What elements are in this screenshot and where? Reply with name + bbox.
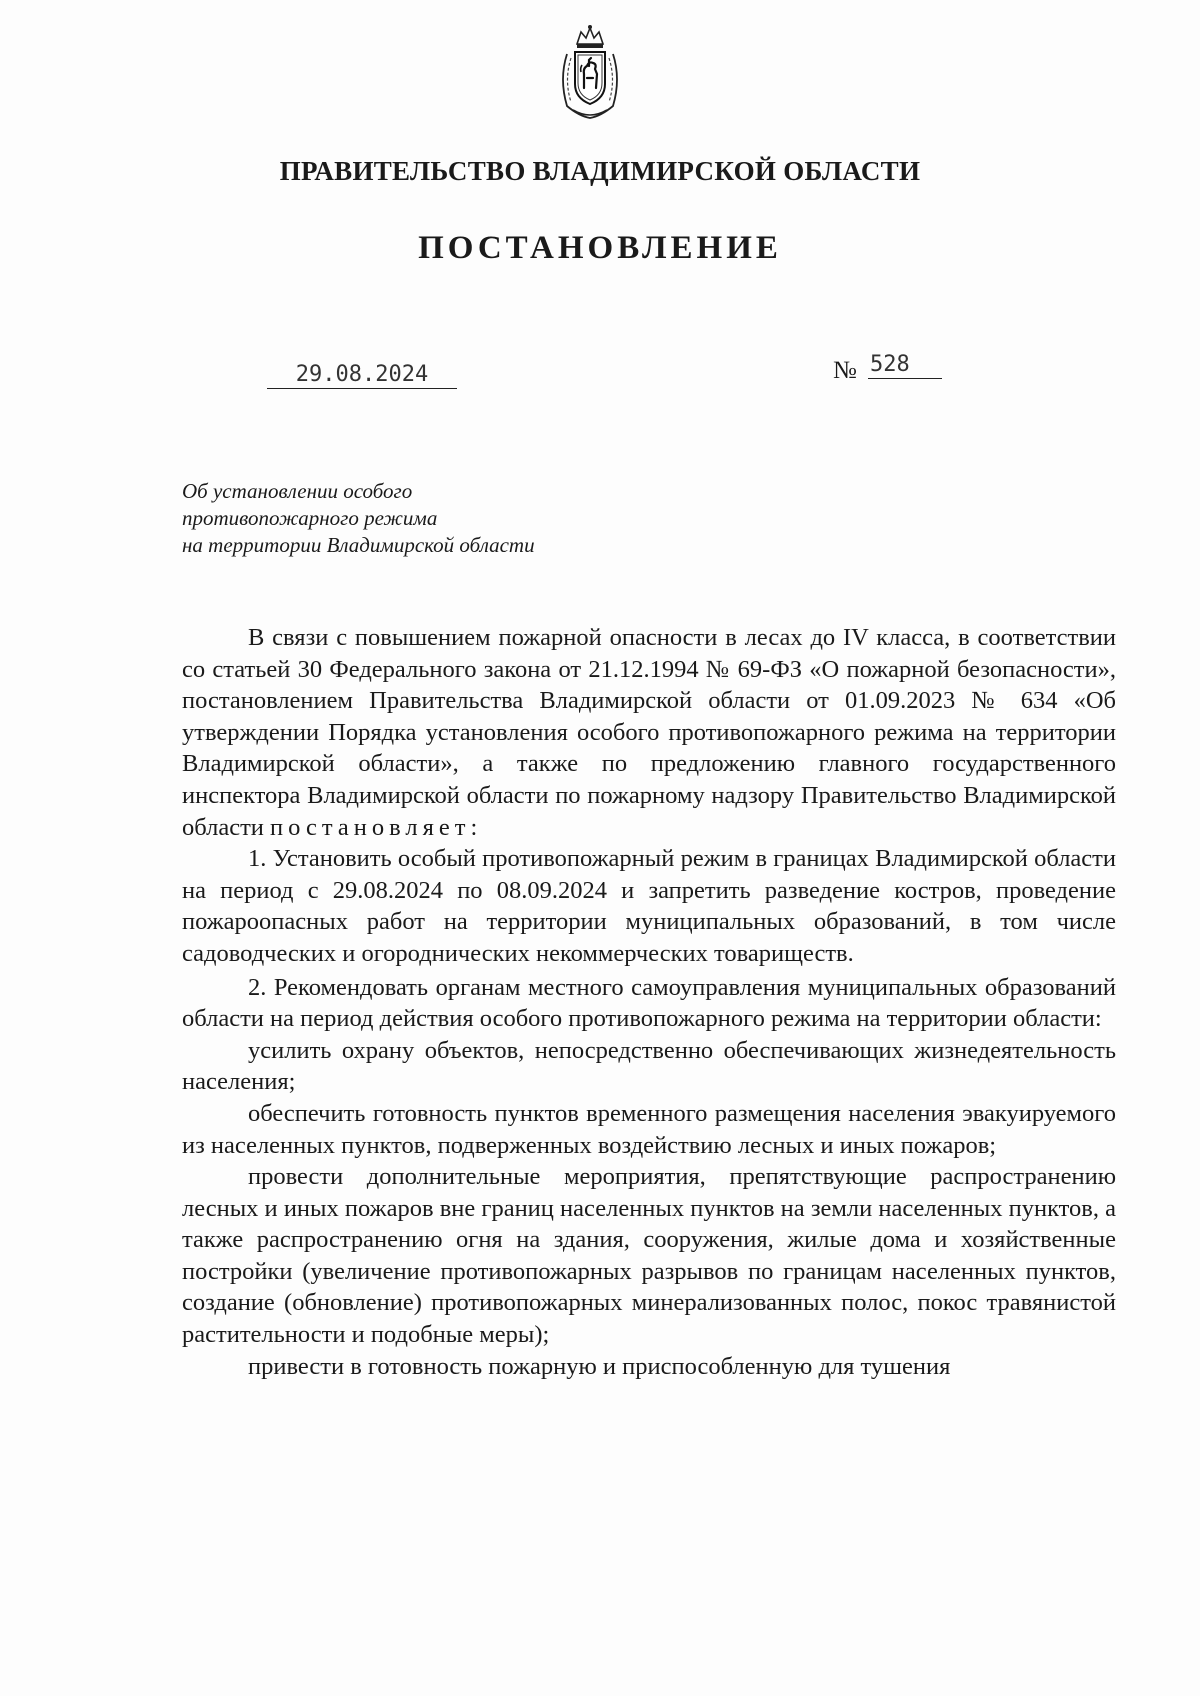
- subitem-paragraph: провести дополнительные мероприятия, препятствующие распространению лесных и иных пожаров вне границ населенных пунктов на земли населенных пунктов, а также распространению огня на здания, сооружения, жилые дома и хозяйственные постройки (увеличение противопожарных разрывов по границам населенных пунктов, создание (обновление) противопожарных минерализованных полос, покос травянистой растительности и подобные меры);: [182, 1163, 1116, 1349]
- subitem-paragraph: обеспечить готовность пунктов временного размещения населения эвакуируемого из населенных пунктов, подверженных воздействию лесных и иных пожаров;: [182, 1099, 1116, 1159]
- item-2-paragraph: 2. Рекомендовать органам местного самоуправления муниципальных образований области на период действия особого противопожарного режима на территории области:: [182, 973, 1116, 1033]
- subject-line: противопожарного режима: [182, 506, 438, 530]
- preamble-text: В связи с повышением пожарной опасности в лесах до IV класса, в соответствии со статьей 30 Федерального закона от 21.12.1994 № 69-ФЗ «О пожарной безопасности», постановлением Правительства Владимирской области от 01.09.2023 № 634 «Об утверждении Порядка установления особого противопожарного режима на территории Владимирской области», а также по предложению главного государственного инспектора Владимирской области по пожарному надзору Правительство Владимирской области: [182, 624, 1116, 841]
- number-label: №: [833, 357, 857, 384]
- organization-title: ПРАВИТЕЛЬСТВО ВЛАДИМИРСКОЙ ОБЛАСТИ: [279, 156, 921, 186]
- preamble-verb: постановляет:: [270, 813, 483, 841]
- subitem-paragraph: привести в готовность пожарную и приспособленную для тушения: [248, 1352, 951, 1380]
- subject-line: на территории Владимирской области: [182, 533, 535, 557]
- coat-of-arms-emblem: [553, 24, 627, 120]
- subitem-paragraph: усилить охрану объектов, непосредственно обеспечивающих жизнедеятельность населения;: [182, 1036, 1116, 1096]
- document-date: 29.08.2024: [267, 362, 457, 389]
- document-type-title: ПОСТАНОВЛЕНИЕ: [418, 230, 782, 266]
- preamble-paragraph: [182, 622, 1116, 843]
- document-number: 528: [868, 352, 942, 379]
- item-1-paragraph: 1. Установить особый противопожарный режим в границах Владимирской области на период с 29.08.2024 по 08.09.2024 и запретить разведение костров, проведение пожароопасных работ на территории муниципальных образований, в том числе садоводческих и огороднических некоммерческих товариществ.: [182, 845, 1116, 967]
- document-subject: [182, 478, 535, 559]
- subject-line: Об установлении особого: [182, 479, 413, 503]
- document-body: [182, 622, 1116, 1382]
